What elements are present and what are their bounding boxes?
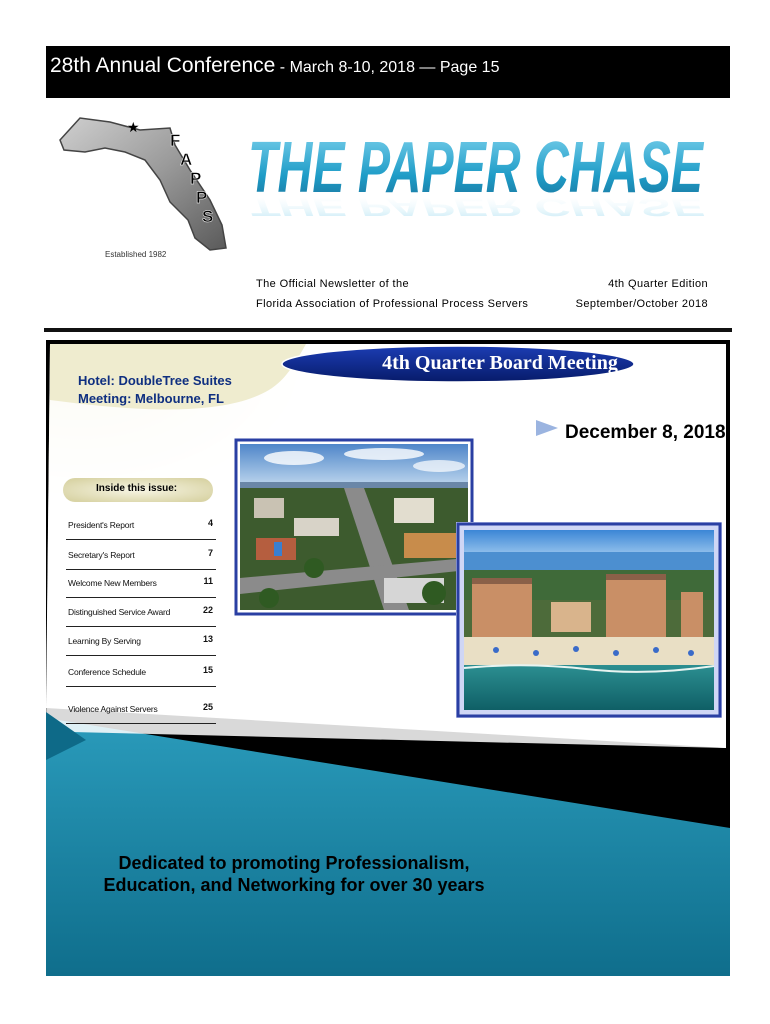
toc-page: 15 [202, 665, 213, 675]
meeting-location: Meeting: Melbourne, FL [78, 391, 224, 406]
edition-date: September/October 2018 [575, 298, 708, 310]
header-bar [46, 46, 730, 98]
edition-label: 4th Quarter Edition [608, 278, 708, 290]
meeting-title: 4th Quarter Board Meeting [382, 352, 618, 374]
teal-band [46, 718, 730, 976]
logo-letter-f: F [170, 131, 181, 150]
masthead-title [248, 118, 718, 238]
toc-page: 22 [202, 605, 213, 615]
toc-title: Distinguished Service Award [68, 607, 171, 617]
toc-row[interactable] [66, 541, 216, 570]
masthead-text: THE PAPER CHASE [248, 128, 705, 208]
logo-letter-s: S [202, 207, 214, 226]
toc-title: Conference Schedule [68, 667, 146, 677]
toc-row[interactable] [66, 569, 216, 598]
toc-title: Welcome New Members [68, 578, 157, 588]
mission-line-2: Education, and Networking for over 30 years [103, 875, 485, 895]
logo-letter-p2: P [196, 188, 208, 207]
masthead-reflection: THE PAPER CHASE [248, 192, 705, 221]
toc-row[interactable] [66, 598, 216, 627]
toc-row[interactable] [66, 695, 216, 724]
star-icon: ★ [127, 120, 140, 136]
toc-title: President's Report [68, 520, 135, 530]
toc-row[interactable] [66, 511, 216, 540]
doubletree-hotel-photo [456, 522, 722, 718]
inside-issue-label: Inside this issue: [96, 483, 178, 494]
toc-page: 11 [203, 576, 213, 586]
toc-page: 25 [202, 702, 213, 712]
newsletter-subtitle: The Official Newsletter of the [256, 278, 410, 290]
toc-page: 13 [202, 634, 213, 644]
toc-row[interactable] [66, 627, 216, 656]
divider-rule [44, 328, 732, 332]
arrow-icon [536, 420, 558, 436]
toc-title: Secretary's Report [68, 550, 135, 560]
melbourne-aerial-photo [234, 438, 474, 616]
toc-row[interactable] [66, 658, 216, 687]
hotel-info [78, 372, 232, 408]
logo-letter-a: A [180, 150, 193, 169]
header-text [50, 54, 499, 78]
mission-line-1: Dedicated to promoting Professionalism, [118, 853, 470, 873]
association-name: Florida Association of Professional Process Servers [256, 298, 529, 310]
fapps-florida-logo [50, 110, 240, 260]
toc-title: Violence Against Servers [68, 704, 158, 714]
mission-statement [74, 852, 514, 896]
established-label: Established 1982 [105, 250, 167, 259]
logo-letter-p1: P [190, 169, 202, 188]
header-title: 28th Annual Conference [50, 54, 276, 77]
header-subtitle: - March 8-10, 2018 — Page 15 [275, 59, 500, 76]
toc-title: Learning By Serving [68, 636, 141, 646]
meeting-date: December 8, 2018 [565, 422, 726, 443]
toc-page: 7 [207, 548, 213, 558]
toc-page: 4 [207, 518, 213, 528]
hotel-name: Hotel: DoubleTree Suites [78, 373, 232, 388]
